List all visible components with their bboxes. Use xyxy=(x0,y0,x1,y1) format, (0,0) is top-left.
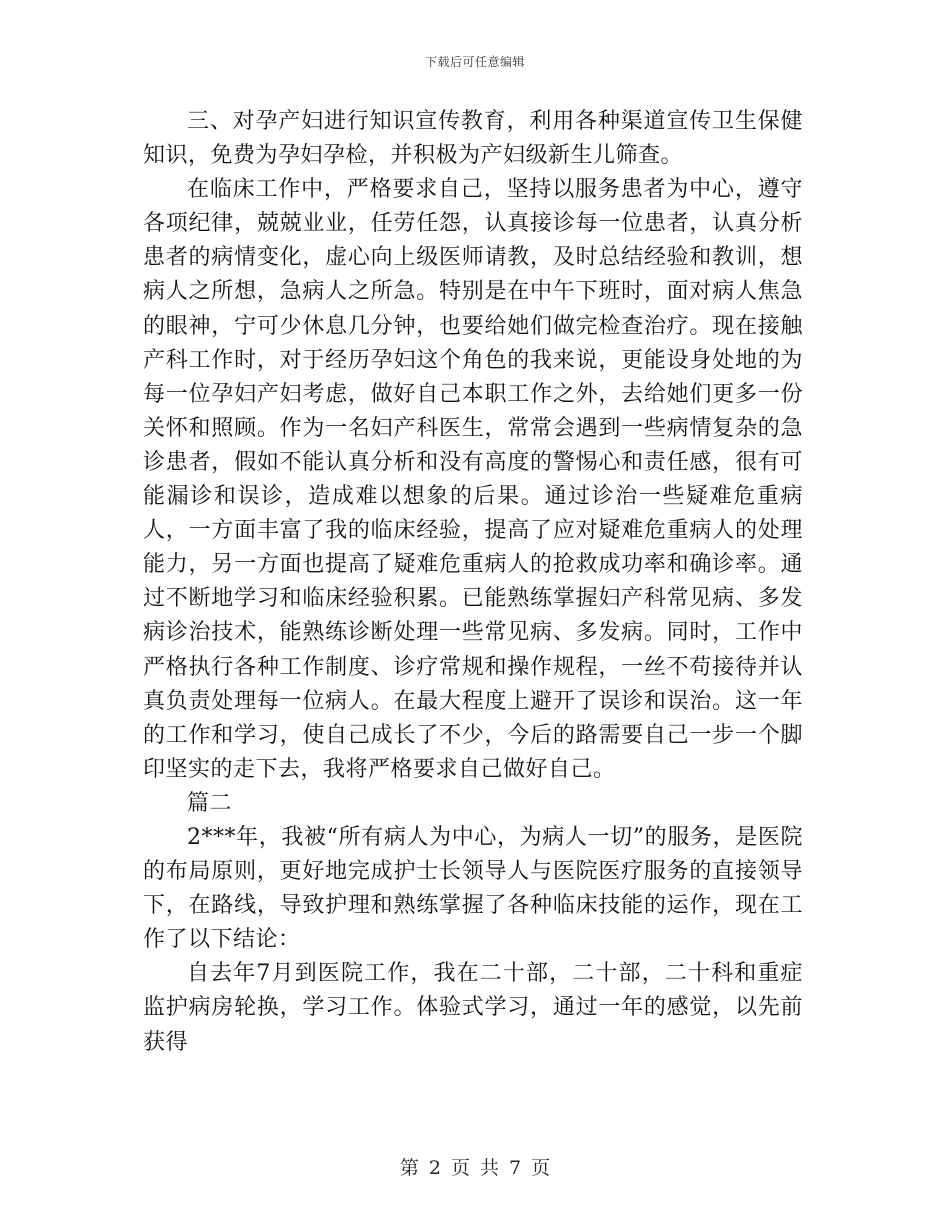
section-heading: 篇二 xyxy=(187,790,233,816)
paragraph-2: 在临床工作中，严格要求自己，坚持以服务患者为中心，遵守各项纪律，兢兢业业，任劳任怨，认真接诊每一位患者，认真分析患者的病情变化，虚心向上级医师请教，及时总结经验和教训，想病人之所想，急病人之所急。特别是在中午下班时，面对病人焦急的眼神，宁可少休息几分钟，也要给她们做完检查治疗。现在接触产科工作时，对于经历孕妇这个角色的我来说，更能设身处地的为每一位孕妇产妇考虑，做好自己本职工作之外，去给她们更多一份关怀和照顾。作为一名妇产科医生，常常会遇到一些病情复杂的急诊患者，假如不能认真分析和没有高度的警惕心和责任感，很有可能漏诊和误诊，造成难以想象的后果。通过诊治一些疑难危重病人，一方面丰富了我的临床经验，提高了应对疑难危重病人的处理能力，另一方面也提高了疑难危重病人的抢救成功率和确诊率。通过不断地学习和临床经验积累。已能熟练掌握妇产科常见病、多发病诊治技术，能熟练诊断处理一些常见病、多发病。同时，工作中严格执行各种工作制度、诊疗常规和操作规程，一丝不苟接待并认真负责处理每一位病人。在最大程度上避开了误诊和误治。这一年的工作和学习，使自己成长了不少，今后的路需要自己一步一个脚印坚实的走下去，我将严格要求自己做好自己。 xyxy=(143,177,803,782)
paragraph-4: 自去年7月到医院工作，我在二十部，二十部，二十科和重症监护病房轮换，学习工作。体验式学习，通过一年的感觉，以先前获得 xyxy=(143,961,803,1055)
document-body xyxy=(143,105,803,1060)
page-footer: 第 2 页 共 7 页 xyxy=(399,1157,551,1179)
paragraph-3: 2***年，我被“所有病人为中心，为病人一切”的服务，是医院的布局原则，更好地完成护士长领导人与医院医疗服务的直接领导下，在路线，导致护理和熟练掌握了各种临床技能的运作，现在工作了以下结论： xyxy=(143,824,803,953)
page-header: 下载后可任意编辑 xyxy=(424,55,525,69)
paragraph-1: 三、对孕产妇进行知识宣传教育，利用各种渠道宣传卫生保健知识，免费为孕妇孕检，并积极为产妇级新生儿筛查。 xyxy=(143,109,803,169)
